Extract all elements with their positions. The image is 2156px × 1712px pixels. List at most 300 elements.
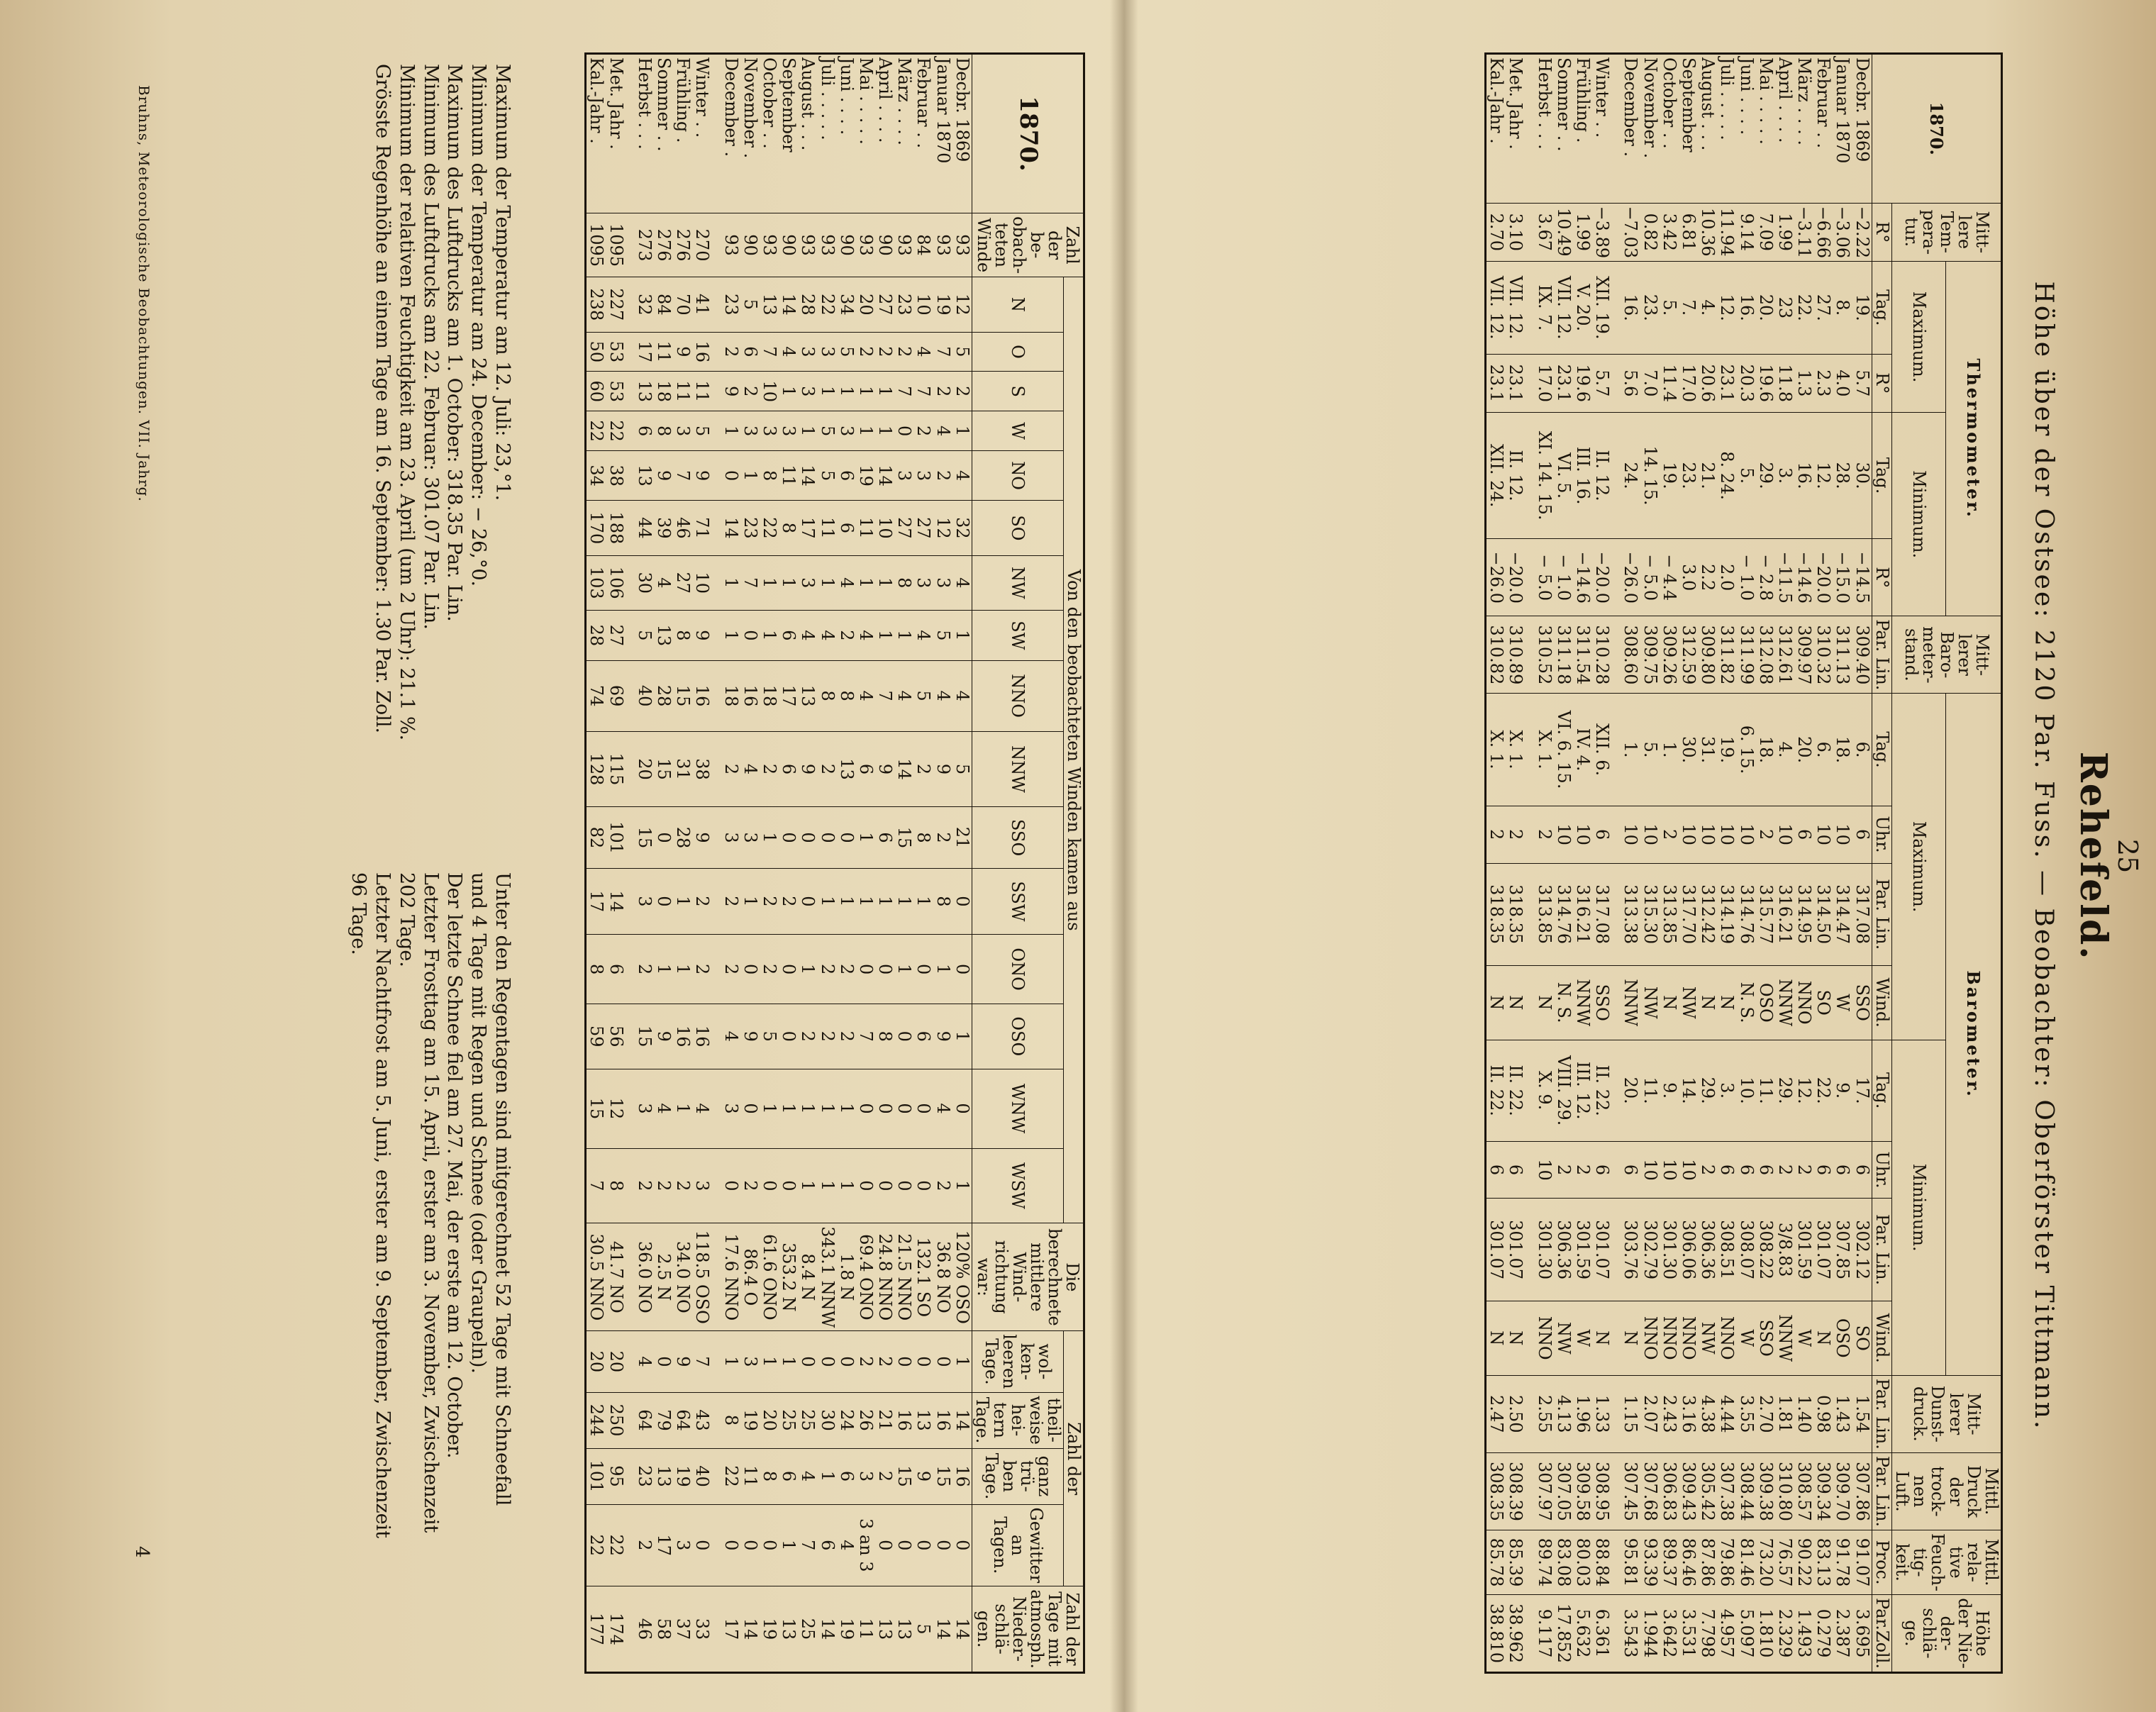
table-cell: 22	[721, 1448, 740, 1504]
t2-h-gewitter: Gewitter an Tagen.	[972, 1504, 1063, 1586]
table-cell: 309.34	[1813, 1452, 1833, 1530]
t1-u-nieder: Par.Zoll.	[1872, 1595, 1891, 1673]
table-cell: 2	[1756, 806, 1775, 863]
table-row	[692, 54, 721, 1673]
page-number: 25	[2112, 838, 2143, 874]
table-cell: 1	[673, 1069, 692, 1148]
table-cell: 1	[673, 935, 692, 1004]
table-cell: 1.	[1660, 694, 1679, 806]
t1-u-dunst: Par. Lin.	[1872, 1375, 1891, 1452]
table-cell: 310.28	[1592, 616, 1621, 694]
table-cell: 64	[673, 1392, 692, 1448]
table-cell: 23.	[1679, 413, 1698, 539]
table-cell: 27	[894, 501, 913, 555]
table-row	[1717, 54, 1736, 1673]
table-row	[1756, 54, 1775, 1673]
table-cell: 5.7	[1852, 354, 1872, 413]
row-label: September	[1679, 54, 1698, 204]
table-cell: 1.99	[1775, 203, 1794, 262]
table-cell: 309.80	[1698, 616, 1717, 694]
table-cell: 15	[894, 1448, 913, 1504]
table-cell: 76.57	[1775, 1530, 1794, 1595]
row-label: Winter . .	[692, 54, 721, 213]
table-cell: 1	[856, 555, 875, 610]
table-cell: 4	[933, 411, 952, 451]
table-cell: 1	[952, 1331, 972, 1392]
table-cell: 0	[913, 935, 933, 1004]
table-cell: 0	[894, 1504, 913, 1586]
table-cell: 10	[1554, 806, 1573, 863]
table-cell: 11.	[1640, 1040, 1659, 1141]
table-cell: 23	[721, 277, 740, 332]
table-cell: 6.81	[1679, 203, 1698, 262]
table-cell: 8	[654, 411, 673, 451]
table-cell: 34	[586, 451, 606, 501]
table-cell: 17.0	[1679, 354, 1698, 413]
table-cell: 80.03	[1573, 1530, 1592, 1595]
table-cell: 4.	[1698, 262, 1717, 354]
table-cell: 1.40	[1794, 1375, 1813, 1452]
table-cell: 90	[740, 213, 760, 277]
table-cell: 3	[721, 807, 740, 868]
table-cell: 301.59	[1794, 1199, 1813, 1301]
table-cell: 10	[1717, 806, 1736, 863]
table-cell: 11.94	[1717, 203, 1736, 262]
row-label: October . .	[1660, 54, 1679, 204]
table-cell: 6. 15.	[1736, 694, 1755, 806]
table-cell: 8	[586, 935, 606, 1004]
table-cell: 1	[760, 1331, 779, 1392]
table-cell: 1095	[606, 213, 635, 277]
table-cell: 30.5 NNO	[586, 1223, 606, 1331]
table-cell: 53	[606, 332, 635, 372]
table-cell: − 1.0	[1554, 539, 1573, 616]
table-cell: 301.59	[1573, 1199, 1592, 1301]
table-cell: − 1.0	[1736, 539, 1755, 616]
table-cell: 0	[933, 1331, 952, 1392]
table-cell: 250	[606, 1392, 635, 1448]
table-cell: 11.4	[1660, 354, 1679, 413]
table-cell: 1.54	[1852, 1375, 1872, 1452]
table-cell: 6.	[1852, 694, 1872, 806]
t1-h-uhr: Uhr.	[1872, 806, 1891, 863]
table-cell: 90	[779, 213, 798, 277]
table-cell: 0	[952, 868, 972, 934]
table-cell: 0	[837, 1331, 856, 1392]
table-cell: 0	[856, 935, 875, 1004]
table-cell: III. 16.	[1573, 413, 1592, 539]
table-cell: 308.95	[1592, 1452, 1621, 1530]
table-cell: 27.	[1813, 262, 1833, 354]
table-cell: 310.82	[1486, 616, 1506, 694]
table-cell: 10	[913, 277, 933, 332]
table-cell: 4	[952, 555, 972, 610]
table-cell: 16.	[1736, 262, 1755, 354]
t1-h-baro-maximum: Maximum.	[1891, 694, 1945, 1040]
table-cell: 301.30	[1535, 1199, 1554, 1301]
thermometer-barometer-table	[1484, 52, 2003, 1674]
table-cell: 84	[654, 277, 673, 332]
table-cell: 20.3	[1736, 354, 1755, 413]
table-cell: 0	[875, 1069, 894, 1148]
t2-body	[586, 54, 972, 1673]
table-cell: 1	[952, 411, 972, 451]
table-cell: 314.76	[1554, 863, 1573, 965]
wind-direction-s: S	[972, 372, 1063, 411]
table-cell: 44	[635, 501, 654, 555]
table-cell: 7	[913, 372, 933, 411]
table-cell: 313.85	[1660, 863, 1679, 965]
table-cell: 59	[586, 1004, 606, 1069]
table-row	[779, 54, 798, 1673]
table-cell: 307.86	[1852, 1452, 1872, 1530]
table-cell: 2	[721, 868, 740, 934]
row-label: Januar 1870	[933, 54, 952, 213]
table-cell: 9	[692, 610, 721, 660]
table-cell: 16	[692, 660, 721, 731]
t2-h-trueb: ganz trü-ben Tage.	[972, 1448, 1063, 1504]
table-cell: 16	[894, 1392, 913, 1448]
table-cell: 6.361	[1592, 1595, 1621, 1673]
table-cell: N. S.	[1554, 965, 1573, 1040]
table-cell: 1	[817, 1148, 836, 1223]
table-cell: 2	[933, 807, 952, 868]
table-cell: 21	[875, 1392, 894, 1448]
table-cell: 22	[760, 501, 779, 555]
table-cell: 2	[760, 731, 779, 807]
table-cell: 318.35	[1486, 863, 1506, 965]
table-cell: 20.	[1621, 1040, 1640, 1141]
table-row	[1660, 54, 1679, 1673]
table-cell: − 4.4	[1660, 539, 1679, 616]
table-cell: 2	[692, 868, 721, 934]
table-cell: 90	[837, 213, 856, 277]
table-cell: 16.	[1621, 262, 1640, 354]
table-cell: 0	[894, 1148, 913, 1223]
table-cell: 1	[837, 868, 856, 934]
table-cell: 115	[606, 731, 635, 807]
table-cell: 28	[673, 807, 692, 868]
t1-h-tag: Tag.	[1872, 694, 1891, 806]
table-cell: 0	[740, 1504, 760, 1586]
table-cell: 4	[894, 660, 913, 731]
note-line: Maximum der Temperatur am 12. Juli: 23,°1.	[491, 64, 513, 501]
table-cell: 309.97	[1794, 616, 1813, 694]
table-cell: 353.2 N	[779, 1223, 798, 1331]
table-cell: − 5.0	[1535, 539, 1554, 616]
table-cell: II. 22.	[1506, 1040, 1534, 1141]
t1-h-druck: Mittl. Druck der trock-nen Luft.	[1891, 1452, 2001, 1530]
t1-u-tmp: R°	[1872, 539, 1891, 616]
table-row	[1852, 54, 1872, 1673]
t2-h-count: Zahl der be-obach-teten Winde	[972, 213, 1084, 277]
table-cell: 38.962	[1506, 1595, 1534, 1673]
wind-direction-wnw: WNW	[972, 1069, 1063, 1148]
table-cell: 2	[1486, 806, 1506, 863]
table-cell: 89.74	[1535, 1530, 1554, 1595]
table-cell: X. 1.	[1535, 694, 1554, 806]
table-cell: 10	[1698, 806, 1717, 863]
table-row	[654, 54, 673, 1673]
table-cell: VII. 12.	[1486, 262, 1506, 354]
table-cell: 309.43	[1679, 1452, 1698, 1530]
table-cell: 23	[740, 501, 760, 555]
table-cell: 4	[837, 555, 856, 610]
table-cell: 10	[1573, 806, 1592, 863]
table-cell: 5	[817, 411, 836, 451]
table-cell: 313.85	[1535, 863, 1554, 965]
note-line: Unter den Regentagen sind mitgerechnet 52 Tage mit Schneefall	[491, 872, 513, 1506]
table-cell: 315.77	[1756, 863, 1775, 965]
table-cell: 20.	[1794, 694, 1813, 806]
table-cell: 13	[837, 731, 856, 807]
table-cell: 2	[913, 731, 933, 807]
table-cell: 312.42	[1698, 863, 1717, 965]
table-cell: 74	[586, 660, 606, 731]
table-cell: 18.	[1756, 694, 1775, 806]
table-cell: 14	[817, 1586, 836, 1673]
table-cell: 5.097	[1736, 1595, 1755, 1673]
table-cell: 1	[779, 1069, 798, 1148]
row-label: Mai . . . . .	[1756, 54, 1775, 204]
table-cell: 14	[721, 501, 740, 555]
table-cell: 1	[856, 411, 875, 451]
wind-direction-no: NO	[972, 451, 1063, 501]
table-cell: 39	[654, 501, 673, 555]
table-cell: 3	[913, 555, 933, 610]
table-cell: 11	[779, 451, 798, 501]
table-cell: 8	[837, 660, 856, 731]
table-cell: 28.	[1833, 413, 1852, 539]
table-cell: −20.0	[1506, 539, 1534, 616]
table-cell: 15	[654, 731, 673, 807]
table-cell: 0	[740, 935, 760, 1004]
table-cell: 56	[606, 1004, 635, 1069]
table-cell: 24.	[1621, 413, 1640, 539]
table-cell: 60	[586, 372, 606, 411]
table-cell: 85.39	[1506, 1530, 1534, 1595]
table-cell: 3.543	[1621, 1595, 1640, 1673]
table-cell: 1.810	[1756, 1595, 1775, 1673]
table-cell: 1	[760, 807, 779, 868]
table-cell: NW	[1554, 1301, 1573, 1375]
table-cell: 93	[894, 213, 913, 277]
table-cell: 2	[740, 372, 760, 411]
footer-left: Bruhns, Meteorologische Beobachtungen. VII. Jahrg.	[135, 85, 152, 502]
table-cell: 86.4 O	[740, 1223, 760, 1331]
table-cell: 0	[933, 1504, 952, 1586]
t1-h-tag: Tag.	[1872, 262, 1891, 354]
table-cell: 1	[817, 1448, 836, 1504]
table-cell: 23	[894, 277, 913, 332]
table-cell: 2.2	[1698, 539, 1717, 616]
table-cell: 3.42	[1660, 203, 1679, 262]
table-cell: 95.81	[1621, 1530, 1640, 1595]
table-cell: 4	[913, 332, 933, 372]
table-cell: 306.36	[1698, 1199, 1717, 1301]
table-cell: 0	[952, 1504, 972, 1586]
table-cell: 4	[721, 1004, 740, 1069]
table-cell: 81.46	[1736, 1530, 1755, 1595]
table-cell: 8	[760, 451, 779, 501]
table-cell: 21.	[1698, 413, 1717, 539]
table-cell: 8	[760, 1448, 779, 1504]
footer-right: 4	[131, 1546, 152, 1558]
table-cell: 2	[1554, 1141, 1573, 1199]
table-cell: −14.5	[1852, 539, 1872, 616]
table-cell: 308.51	[1717, 1199, 1736, 1301]
table-cell: 0.279	[1813, 1595, 1833, 1673]
station-subtitle: Höhe über der Ostsee: 2120 Par. Fuss. — Beobachter: Oberförster Tittmann.	[2029, 281, 2058, 1431]
table-cell: 19	[673, 1448, 692, 1504]
table-cell: 9	[673, 332, 692, 372]
table-cell: 20	[606, 1331, 635, 1392]
table-cell: 1.81	[1775, 1375, 1794, 1452]
table-cell: 2	[721, 731, 740, 807]
table-cell: 317.70	[1679, 863, 1698, 965]
table-cell: 306.36	[1554, 1199, 1573, 1301]
table-cell: 12.	[1813, 413, 1833, 539]
table-cell: 1	[856, 807, 875, 868]
table-cell: 170	[586, 501, 606, 555]
table-cell: 1.15	[1621, 1375, 1640, 1452]
table-cell: 1	[875, 372, 894, 411]
table-cell: 313.38	[1621, 863, 1640, 965]
table-cell: 1.96	[1573, 1375, 1592, 1452]
table-cell: 15	[673, 660, 692, 731]
table-cell: 311.13	[1833, 616, 1852, 694]
table-cell: IV. 4.	[1573, 694, 1592, 806]
table-cell: 2	[894, 332, 913, 372]
table-cell: 128	[586, 731, 606, 807]
table-cell: 3.	[1775, 413, 1794, 539]
table-cell: 308.35	[1486, 1452, 1506, 1530]
table-cell: 309.58	[1573, 1452, 1592, 1530]
table-cell: 2.3	[1813, 354, 1833, 413]
wind-direction-wsw: WSW	[972, 1148, 1063, 1223]
table-cell: 1	[760, 1069, 779, 1148]
t1-h-maximum: Maximum.	[1891, 262, 1945, 413]
table-cell: 244	[586, 1392, 606, 1448]
table-row	[673, 54, 692, 1673]
table-cell: 1	[856, 372, 875, 411]
table-cell: 309.40	[1852, 616, 1872, 694]
table-cell: 318.35	[1506, 863, 1534, 965]
table-cell: 50	[586, 332, 606, 372]
table-cell: 2	[837, 1004, 856, 1069]
table-cell: N	[1592, 1301, 1621, 1375]
table-cell: 4	[740, 731, 760, 807]
table-cell: 29.	[1775, 1040, 1794, 1141]
table-cell: 2	[1535, 806, 1554, 863]
table-cell: 6	[837, 1448, 856, 1504]
table-cell: 10	[1813, 806, 1833, 863]
table-cell: 6	[779, 731, 798, 807]
table-cell: 24.8 NNO	[875, 1223, 894, 1331]
table-cell: 11	[856, 1586, 875, 1673]
table-cell: SO	[1813, 965, 1833, 1040]
notes-right	[347, 872, 514, 1652]
table-cell: 79	[654, 1392, 673, 1448]
row-label: Mai . . . . .	[856, 54, 875, 213]
table-cell: 2	[875, 332, 894, 372]
table-cell: N	[1660, 965, 1679, 1040]
table-cell: 9	[654, 1004, 673, 1069]
table-cell: 1	[798, 1069, 817, 1148]
t1-h-mean-baro: Mitt-lerer Baro-meter-stand.	[1891, 616, 2001, 694]
table-cell: 315.30	[1640, 863, 1659, 965]
table-cell: 2	[856, 1331, 875, 1392]
table-row	[856, 54, 875, 1673]
table-cell: 17.	[1852, 1040, 1872, 1141]
table-cell: 4.13	[1554, 1375, 1573, 1452]
table-cell: 90	[875, 213, 894, 277]
table-cell: 314.76	[1736, 863, 1755, 965]
table-cell: 12	[952, 277, 972, 332]
table-cell: 9	[692, 451, 721, 501]
table-cell: 6	[1717, 1141, 1736, 1199]
table-cell: 14	[952, 1586, 972, 1673]
t2-h-heiter: theil-weise hei-tern Tage.	[972, 1392, 1063, 1448]
table-cell: 276	[673, 213, 692, 277]
table-cell: 106	[606, 555, 635, 610]
table-cell: 6	[1736, 1141, 1755, 1199]
table-cell: 1	[952, 610, 972, 660]
table-cell: 14	[798, 451, 817, 501]
table-cell: 6	[913, 1004, 933, 1069]
table-cell: 86.46	[1679, 1530, 1698, 1595]
table-cell: 22	[817, 277, 836, 332]
table-cell: 2	[635, 935, 654, 1004]
table-cell: 5	[760, 1004, 779, 1069]
table-cell: 5.	[1736, 413, 1755, 539]
table-cell: 343.1 NNW	[817, 1223, 836, 1331]
table-cell: W	[1573, 1301, 1592, 1375]
table-cell: 7	[875, 660, 894, 731]
table-cell: 1.944	[1640, 1595, 1659, 1673]
table-cell: 307.45	[1621, 1452, 1640, 1530]
table-cell: 2	[779, 868, 798, 934]
wind-direction-nnw: NNW	[972, 731, 1063, 807]
table-cell: 16	[933, 1392, 952, 1448]
table-cell: 5	[952, 332, 972, 372]
table-cell: 2.70	[1486, 203, 1506, 262]
table-cell: NW	[1679, 965, 1698, 1040]
table-cell: 9.14	[1736, 203, 1755, 262]
table-cell: 2	[837, 610, 856, 660]
t1-u-tmp: R°	[1872, 354, 1891, 413]
table-cell: 11.8	[1775, 354, 1794, 413]
table-cell: 310.32	[1813, 616, 1833, 694]
table-cell: 41.7 NO	[606, 1223, 635, 1331]
table-cell: NW	[1698, 1301, 1717, 1375]
table-cell: N	[1506, 1301, 1534, 1375]
table-cell: NNW	[1621, 965, 1640, 1040]
table-cell: 4	[913, 610, 933, 660]
table-cell: 306.06	[1679, 1199, 1698, 1301]
table-cell: 0	[913, 1331, 933, 1392]
table-cell: 14	[875, 451, 894, 501]
table-cell: 28	[798, 277, 817, 332]
table-cell: 2	[1660, 806, 1679, 863]
table-row	[952, 54, 972, 1673]
row-label: December .	[1621, 54, 1640, 204]
table-cell: 11	[692, 372, 721, 411]
table-cell: 301.07	[1506, 1199, 1534, 1301]
table-cell: 20	[635, 731, 654, 807]
wind-direction-oso: OSO	[972, 1004, 1063, 1069]
table-cell: 3	[635, 868, 654, 934]
